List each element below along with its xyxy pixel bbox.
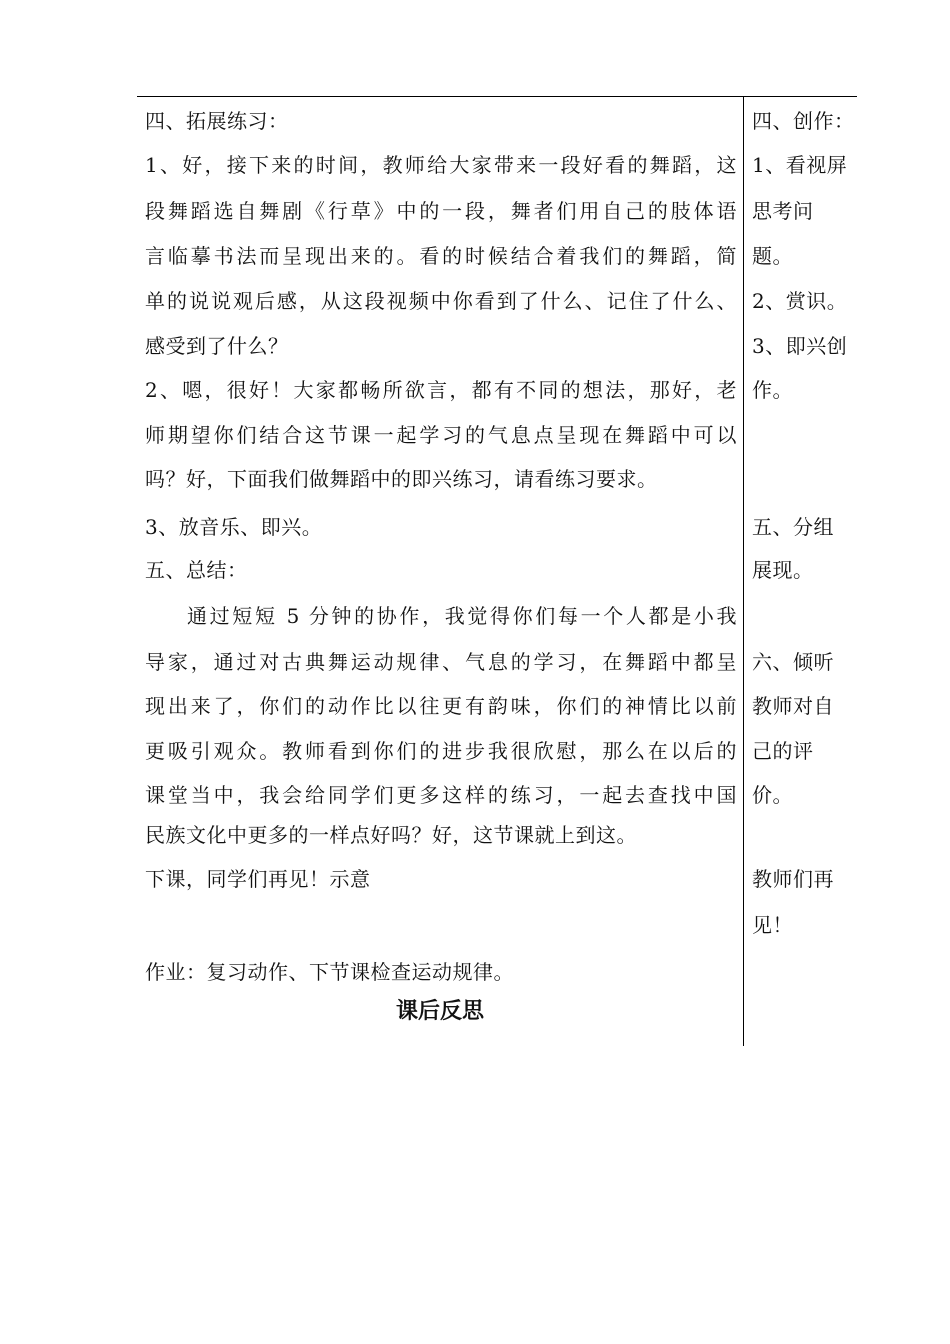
heading-extension-practice: 四、拓展练习： — [145, 109, 289, 133]
main-line: 民族文化中更多的一样点好吗？好，这节课就上到这。 — [145, 823, 637, 847]
main-line: 下课，同学们再见！示意 — [145, 867, 371, 891]
side-line: 四、创作： — [752, 109, 855, 133]
main-line: 3、放音乐、即兴。 — [145, 515, 323, 539]
side-line: 题。 — [752, 244, 793, 268]
main-line: 段舞蹈选自舞剧《行草》中的一段，舞者们用自己的肢体语 — [145, 199, 737, 223]
section-title-reflection: 课后反思 — [395, 999, 484, 1024]
side-line: 思考问 — [752, 199, 814, 223]
main-line: 单的说说观后感，从这段视频中你看到了什么、记住了什么、 — [145, 289, 737, 313]
main-line: 现出来了，你们的动作比以往更有韵味，你们的神情比以前 — [145, 694, 737, 718]
side-line: 1、看视屏 — [752, 153, 848, 177]
side-line: 见！ — [752, 913, 793, 937]
main-line: 导家，通过对古典舞运动规律、气息的学习，在舞蹈中都呈 — [145, 650, 737, 674]
column-divider — [743, 96, 744, 1046]
side-line: 五、分组 — [752, 515, 834, 539]
side-line: 3、即兴创 — [752, 334, 848, 358]
side-line: 价。 — [752, 783, 793, 807]
side-line: 己的评 — [752, 739, 814, 763]
side-line: 教师对自 — [752, 694, 834, 718]
side-line: 作。 — [752, 378, 793, 402]
side-line: 展现。 — [752, 558, 814, 582]
side-line: 教师们再 — [752, 867, 834, 891]
homework-line: 作业：复习动作、下节课检查运动规律。 — [145, 960, 514, 984]
main-line: 师期望你们结合这节课一起学习的气息点呈现在舞蹈中可以 — [145, 423, 737, 447]
main-line: 2、嗯，很好！大家都畅所欲言，都有不同的想法，那好，老 — [145, 378, 737, 402]
heading-summary: 五、总结： — [145, 558, 248, 582]
main-line: 吗？好，下面我们做舞蹈中的即兴练习，请看练习要求。 — [145, 467, 658, 491]
main-line: 更吸引观众。教师看到你们的进步我很欣慰，那么在以后的 — [145, 739, 737, 763]
side-line: 2、赏识。 — [752, 289, 848, 313]
main-line: 课堂当中，我会给同学们更多这样的练习，一起去查找中国 — [145, 783, 737, 807]
table-top-border — [137, 96, 857, 97]
main-line: 通过短短 5 分钟的协作，我觉得你们每一个人都是小我 — [187, 604, 737, 628]
side-line: 六、倾听 — [752, 650, 834, 674]
main-line: 言临摹书法而呈现出来的。看的时候结合着我们的舞蹈，简 — [145, 244, 737, 268]
main-line: 1、好，接下来的时间，教师给大家带来一段好看的舞蹈，这 — [145, 153, 737, 177]
main-line: 感受到了什么？ — [145, 334, 289, 358]
